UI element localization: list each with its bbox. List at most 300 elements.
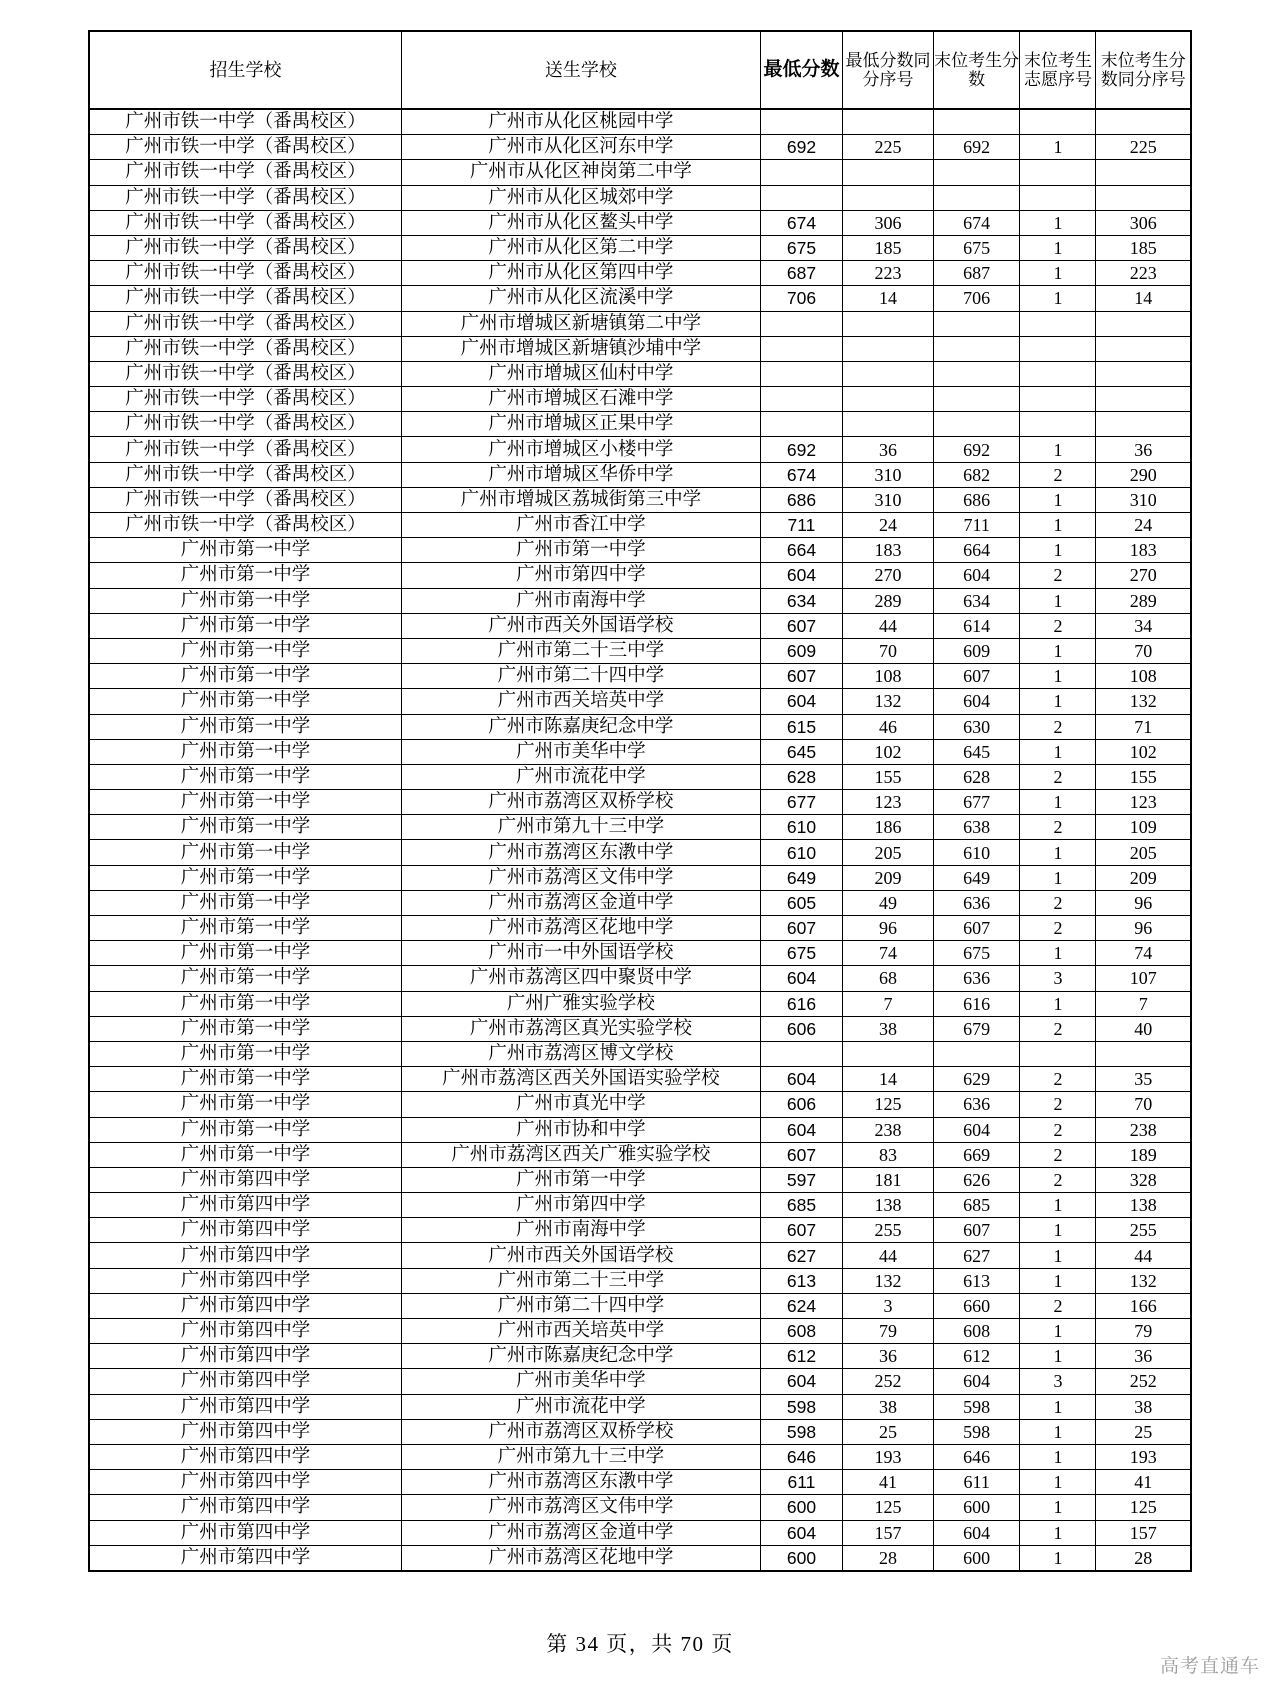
cell-last-student-score-rank: 38	[1096, 1394, 1191, 1419]
cell-last-student-score: 598	[933, 1419, 1020, 1444]
cell-last-student-score: 604	[933, 563, 1020, 588]
cell-sending-school: 广州市荔湾区东漖中学	[401, 1470, 760, 1495]
cell-min-score: 634	[760, 588, 842, 613]
cell-min-score: 706	[760, 286, 842, 311]
table-row	[89, 1419, 1191, 1444]
cell-last-student-score-rank: 108	[1096, 664, 1191, 689]
cell-min-score-rank: 96	[843, 916, 934, 941]
cell-min-score	[760, 412, 842, 437]
cell-receiving-school: 广州市铁一中学（番禺校区）	[89, 135, 401, 160]
admission-score-table	[88, 30, 1192, 1572]
cell-min-score: 615	[760, 714, 842, 739]
cell-sending-school: 广州市荔湾区西关广雅实验学校	[401, 1142, 760, 1167]
cell-min-score: 607	[760, 1142, 842, 1167]
cell-last-student-wish-rank: 1	[1020, 664, 1096, 689]
cell-min-score-rank: 193	[843, 1444, 934, 1469]
cell-last-student-score-rank: 28	[1096, 1545, 1191, 1571]
cell-sending-school: 广州市陈嘉庚纪念中学	[401, 1344, 760, 1369]
cell-sending-school: 广州市西关培英中学	[401, 689, 760, 714]
cell-last-student-score-rank: 74	[1096, 941, 1191, 966]
cell-last-student-wish-rank: 2	[1020, 462, 1096, 487]
cell-min-score: 607	[760, 664, 842, 689]
cell-last-student-score-rank: 290	[1096, 462, 1191, 487]
cell-last-student-wish-rank: 2	[1020, 764, 1096, 789]
cell-last-student-score-rank: 310	[1096, 487, 1191, 512]
cell-min-score: 674	[760, 462, 842, 487]
cell-receiving-school: 广州市第一中学	[89, 916, 401, 941]
cell-last-student-wish-rank: 1	[1020, 1545, 1096, 1571]
cell-min-score-rank: 123	[843, 790, 934, 815]
cell-last-student-score	[933, 412, 1020, 437]
cell-sending-school: 广州市荔湾区真光实验学校	[401, 1016, 760, 1041]
table-row	[89, 1444, 1191, 1469]
cell-last-student-score: 612	[933, 1344, 1020, 1369]
table-row	[89, 387, 1191, 412]
table-row	[89, 588, 1191, 613]
cell-min-score: 606	[760, 1016, 842, 1041]
cell-last-student-score: 608	[933, 1319, 1020, 1344]
cell-last-student-score	[933, 361, 1020, 386]
cell-last-student-score-rank: 306	[1096, 210, 1191, 235]
cell-receiving-school: 广州市第一中学	[89, 563, 401, 588]
cell-receiving-school: 广州市第四中学	[89, 1520, 401, 1545]
cell-last-student-score: 646	[933, 1444, 1020, 1469]
cell-last-student-score: 675	[933, 941, 1020, 966]
cell-min-score: 711	[760, 513, 842, 538]
cell-min-score: 616	[760, 991, 842, 1016]
cell-last-student-score: 607	[933, 664, 1020, 689]
cell-min-score: 628	[760, 764, 842, 789]
cell-min-score: 675	[760, 235, 842, 260]
cell-last-student-wish-rank: 1	[1020, 689, 1096, 714]
cell-receiving-school: 广州市第四中学	[89, 1243, 401, 1268]
cell-min-score: 604	[760, 563, 842, 588]
cell-min-score	[760, 361, 842, 386]
cell-min-score	[760, 387, 842, 412]
cell-last-student-score-rank: 35	[1096, 1067, 1191, 1092]
cell-last-student-score-rank: 107	[1096, 966, 1191, 991]
cell-sending-school: 广州市增城区新塘镇沙埔中学	[401, 336, 760, 361]
cell-receiving-school: 广州市第一中学	[89, 689, 401, 714]
cell-min-score-rank	[843, 412, 934, 437]
cell-sending-school: 广州市第九十三中学	[401, 1444, 760, 1469]
cell-receiving-school: 广州市第一中学	[89, 613, 401, 638]
cell-receiving-school: 广州市第四中学	[89, 1293, 401, 1318]
cell-min-score-rank	[843, 336, 934, 361]
table-row	[89, 437, 1191, 462]
cell-last-student-score-rank: 102	[1096, 739, 1191, 764]
cell-min-score: 627	[760, 1243, 842, 1268]
cell-last-student-score-rank: 41	[1096, 1470, 1191, 1495]
cell-last-student-score-rank	[1096, 109, 1191, 135]
table-row	[89, 1268, 1191, 1293]
cell-min-score-rank	[843, 361, 934, 386]
cell-sending-school: 广州市第四中学	[401, 1193, 760, 1218]
cell-receiving-school: 广州市第一中学	[89, 538, 401, 563]
cell-last-student-score-rank: 225	[1096, 135, 1191, 160]
cell-last-student-wish-rank: 3	[1020, 1369, 1096, 1394]
cell-sending-school: 广州市增城区小楼中学	[401, 437, 760, 462]
table-row	[89, 1545, 1191, 1571]
cell-receiving-school: 广州市第一中学	[89, 714, 401, 739]
cell-min-score-rank: 70	[843, 638, 934, 663]
cell-sending-school: 广州市荔湾区四中聚贤中学	[401, 966, 760, 991]
cell-min-score-rank	[843, 387, 934, 412]
cell-sending-school: 广州市第一中学	[401, 538, 760, 563]
cell-min-score-rank: 46	[843, 714, 934, 739]
cell-receiving-school: 广州市第四中学	[89, 1545, 401, 1571]
cell-last-student-score-rank: 132	[1096, 1268, 1191, 1293]
cell-last-student-score: 682	[933, 462, 1020, 487]
cell-min-score: 598	[760, 1419, 842, 1444]
cell-sending-school: 广州市荔湾区西关外国语实验学校	[401, 1067, 760, 1092]
cell-receiving-school: 广州市第四中学	[89, 1394, 401, 1419]
cell-sending-school: 广州市增城区华侨中学	[401, 462, 760, 487]
cell-receiving-school: 广州市第四中学	[89, 1167, 401, 1192]
cell-last-student-wish-rank: 1	[1020, 941, 1096, 966]
cell-last-student-score-rank	[1096, 336, 1191, 361]
cell-last-student-score-rank	[1096, 412, 1191, 437]
cell-min-score-rank: 49	[843, 890, 934, 915]
cell-min-score	[760, 160, 842, 185]
cell-receiving-school: 广州市第四中学	[89, 1268, 401, 1293]
cell-last-student-wish-rank: 2	[1020, 613, 1096, 638]
cell-last-student-score	[933, 109, 1020, 135]
cell-last-student-wish-rank	[1020, 109, 1096, 135]
cell-min-score: 607	[760, 916, 842, 941]
cell-receiving-school: 广州市铁一中学（番禺校区）	[89, 513, 401, 538]
cell-last-student-wish-rank	[1020, 336, 1096, 361]
cell-last-student-score-rank: 44	[1096, 1243, 1191, 1268]
cell-min-score-rank: 44	[843, 613, 934, 638]
cell-receiving-school: 广州市铁一中学（番禺校区）	[89, 487, 401, 512]
cell-min-score: 609	[760, 638, 842, 663]
cell-min-score: 687	[760, 261, 842, 286]
cell-last-student-score: 692	[933, 135, 1020, 160]
cell-last-student-wish-rank: 3	[1020, 966, 1096, 991]
table-row	[89, 462, 1191, 487]
cell-last-student-wish-rank: 2	[1020, 1067, 1096, 1092]
cell-receiving-school: 广州市第四中学	[89, 1193, 401, 1218]
cell-last-student-wish-rank: 1	[1020, 865, 1096, 890]
table-row	[89, 1243, 1191, 1268]
cell-receiving-school: 广州市铁一中学（番禺校区）	[89, 160, 401, 185]
table-row	[89, 1218, 1191, 1243]
cell-min-score-rank: 310	[843, 487, 934, 512]
cell-last-student-score: 675	[933, 235, 1020, 260]
table-row	[89, 739, 1191, 764]
cell-last-student-score	[933, 387, 1020, 412]
cell-min-score-rank: 44	[843, 1243, 934, 1268]
cell-last-student-score-rank: 189	[1096, 1142, 1191, 1167]
header-row	[89, 31, 1191, 109]
cell-min-score: 604	[760, 689, 842, 714]
cell-receiving-school: 广州市第四中学	[89, 1419, 401, 1444]
cell-sending-school: 广州市荔湾区金道中学	[401, 890, 760, 915]
cell-sending-school: 广州市真光中学	[401, 1092, 760, 1117]
cell-last-student-score-rank: 185	[1096, 235, 1191, 260]
cell-last-student-score-rank: 36	[1096, 1344, 1191, 1369]
cell-last-student-score: 679	[933, 1016, 1020, 1041]
cell-last-student-score	[933, 311, 1020, 336]
cell-last-student-wish-rank: 1	[1020, 513, 1096, 538]
cell-receiving-school: 广州市第四中学	[89, 1344, 401, 1369]
cell-last-student-score-rank: 166	[1096, 1293, 1191, 1318]
cell-min-score-rank: 306	[843, 210, 934, 235]
cell-last-student-score-rank	[1096, 1041, 1191, 1066]
table-row	[89, 1394, 1191, 1419]
cell-min-score-rank: 238	[843, 1117, 934, 1142]
cell-receiving-school: 广州市第四中学	[89, 1495, 401, 1520]
cell-min-score: 610	[760, 840, 842, 865]
cell-last-student-score: 604	[933, 1369, 1020, 1394]
cell-min-score: 624	[760, 1293, 842, 1318]
cell-last-student-score: 706	[933, 286, 1020, 311]
cell-receiving-school: 广州市第一中学	[89, 1041, 401, 1066]
cell-last-student-score-rank	[1096, 311, 1191, 336]
cell-last-student-score: 607	[933, 1218, 1020, 1243]
cell-last-student-wish-rank: 1	[1020, 1218, 1096, 1243]
cell-receiving-school: 广州市铁一中学（番禺校区）	[89, 412, 401, 437]
cell-receiving-school: 广州市铁一中学（番禺校区）	[89, 336, 401, 361]
cell-last-student-score-rank: 183	[1096, 538, 1191, 563]
cell-min-score	[760, 185, 842, 210]
cell-receiving-school: 广州市铁一中学（番禺校区）	[89, 387, 401, 412]
cell-sending-school: 广州市荔湾区文伟中学	[401, 1495, 760, 1520]
cell-sending-school: 广州市从化区城郊中学	[401, 185, 760, 210]
cell-min-score-rank: 3	[843, 1293, 934, 1318]
cell-sending-school: 广州市第二十三中学	[401, 1268, 760, 1293]
cell-last-student-score: 674	[933, 210, 1020, 235]
cell-min-score-rank: 252	[843, 1369, 934, 1394]
cell-last-student-score-rank	[1096, 160, 1191, 185]
cell-last-student-score-rank	[1096, 361, 1191, 386]
cell-last-student-score-rank: 123	[1096, 790, 1191, 815]
cell-min-score: 597	[760, 1167, 842, 1192]
cell-last-student-wish-rank: 2	[1020, 1117, 1096, 1142]
cell-receiving-school: 广州市第一中学	[89, 991, 401, 1016]
table-body	[89, 109, 1191, 1571]
cell-last-student-wish-rank: 1	[1020, 790, 1096, 815]
cell-last-student-score: 611	[933, 1470, 1020, 1495]
cell-receiving-school: 广州市第一中学	[89, 865, 401, 890]
cell-min-score-rank: 14	[843, 1067, 934, 1092]
cell-last-student-score	[933, 185, 1020, 210]
cell-last-student-wish-rank: 1	[1020, 261, 1096, 286]
cell-min-score: 611	[760, 1470, 842, 1495]
cell-sending-school: 广州市荔湾区双桥学校	[401, 1419, 760, 1444]
cell-min-score-rank: 125	[843, 1092, 934, 1117]
cell-last-student-score: 686	[933, 487, 1020, 512]
cell-last-student-score: 614	[933, 613, 1020, 638]
table-row	[89, 235, 1191, 260]
cell-min-score-rank: 108	[843, 664, 934, 689]
watermark-label: 高考直通车	[1159, 1656, 1260, 1677]
cell-min-score: 598	[760, 1394, 842, 1419]
cell-last-student-wish-rank: 1	[1020, 1520, 1096, 1545]
cell-last-student-score: 687	[933, 261, 1020, 286]
cell-receiving-school: 广州市铁一中学（番禺校区）	[89, 109, 401, 135]
cell-last-student-score-rank: 79	[1096, 1319, 1191, 1344]
cell-min-score: 604	[760, 1117, 842, 1142]
cell-last-student-score-rank	[1096, 185, 1191, 210]
cell-sending-school: 广州市协和中学	[401, 1117, 760, 1142]
cell-min-score-rank: 289	[843, 588, 934, 613]
cell-last-student-score: 636	[933, 890, 1020, 915]
cell-last-student-score-rank: 96	[1096, 916, 1191, 941]
table-row	[89, 487, 1191, 512]
cell-last-student-wish-rank	[1020, 1041, 1096, 1066]
table-row	[89, 815, 1191, 840]
cell-min-score-rank	[843, 160, 934, 185]
cell-last-student-wish-rank	[1020, 361, 1096, 386]
cell-min-score-rank: 155	[843, 764, 934, 789]
header-receiving-school: 招生学校	[89, 31, 401, 109]
cell-last-student-score-rank: 40	[1096, 1016, 1191, 1041]
cell-receiving-school: 广州市第一中学	[89, 764, 401, 789]
cell-last-student-score-rank	[1096, 387, 1191, 412]
cell-last-student-score-rank: 70	[1096, 1092, 1191, 1117]
cell-last-student-score-rank: 289	[1096, 588, 1191, 613]
table-row	[89, 1495, 1191, 1520]
header-sending-school: 送生学校	[401, 31, 760, 109]
cell-last-student-score-rank: 205	[1096, 840, 1191, 865]
cell-min-score: 692	[760, 437, 842, 462]
cell-min-score	[760, 1041, 842, 1066]
table-row	[89, 638, 1191, 663]
table-row	[89, 135, 1191, 160]
table-row	[89, 210, 1191, 235]
cell-min-score-rank: 132	[843, 689, 934, 714]
cell-receiving-school: 广州市第四中学	[89, 1369, 401, 1394]
cell-last-student-wish-rank: 2	[1020, 916, 1096, 941]
cell-min-score-rank: 79	[843, 1319, 934, 1344]
cell-last-student-score: 645	[933, 739, 1020, 764]
cell-min-score-rank: 68	[843, 966, 934, 991]
cell-min-score-rank: 14	[843, 286, 934, 311]
table-row	[89, 1016, 1191, 1041]
cell-receiving-school: 广州市第一中学	[89, 664, 401, 689]
cell-min-score-rank: 24	[843, 513, 934, 538]
cell-min-score-rank	[843, 109, 934, 135]
cell-last-student-wish-rank: 1	[1020, 1344, 1096, 1369]
table-row	[89, 1344, 1191, 1369]
cell-last-student-score-rank: 270	[1096, 563, 1191, 588]
cell-min-score-rank: 255	[843, 1218, 934, 1243]
cell-last-student-wish-rank: 1	[1020, 210, 1096, 235]
cell-sending-school: 广州市从化区第二中学	[401, 235, 760, 260]
cell-min-score: 608	[760, 1319, 842, 1344]
cell-receiving-school: 广州市铁一中学（番禺校区）	[89, 235, 401, 260]
cell-min-score: 613	[760, 1268, 842, 1293]
cell-last-student-score-rank: 71	[1096, 714, 1191, 739]
cell-min-score-rank: 225	[843, 135, 934, 160]
cell-last-student-score: 613	[933, 1268, 1020, 1293]
cell-min-score-rank: 102	[843, 739, 934, 764]
cell-sending-school: 广州市增城区正果中学	[401, 412, 760, 437]
cell-min-score-rank: 36	[843, 437, 934, 462]
cell-min-score	[760, 311, 842, 336]
cell-last-student-wish-rank	[1020, 185, 1096, 210]
cell-min-score-rank: 74	[843, 941, 934, 966]
cell-last-student-wish-rank: 1	[1020, 1243, 1096, 1268]
cell-last-student-score: 638	[933, 815, 1020, 840]
cell-min-score-rank: 205	[843, 840, 934, 865]
cell-last-student-wish-rank: 2	[1020, 563, 1096, 588]
cell-min-score-rank: 157	[843, 1520, 934, 1545]
cell-sending-school: 广州市西关外国语学校	[401, 1243, 760, 1268]
cell-sending-school: 广州市香江中学	[401, 513, 760, 538]
cell-last-student-wish-rank: 1	[1020, 1470, 1096, 1495]
cell-last-student-wish-rank: 1	[1020, 1419, 1096, 1444]
cell-sending-school: 广州市第二十四中学	[401, 1293, 760, 1318]
cell-min-score	[760, 109, 842, 135]
cell-last-student-score: 636	[933, 1092, 1020, 1117]
table-row	[89, 109, 1191, 135]
cell-min-score: 607	[760, 1218, 842, 1243]
cell-last-student-wish-rank: 2	[1020, 1293, 1096, 1318]
cell-last-student-score-rank: 96	[1096, 890, 1191, 915]
cell-receiving-school: 广州市第一中学	[89, 638, 401, 663]
cell-last-student-score-rank: 14	[1096, 286, 1191, 311]
table-row	[89, 160, 1191, 185]
page-number-footer: 第 34 页，共 70 页	[546, 1632, 734, 1656]
cell-sending-school: 广州市增城区荔城街第三中学	[401, 487, 760, 512]
cell-receiving-school: 广州市铁一中学（番禺校区）	[89, 361, 401, 386]
cell-last-student-wish-rank: 2	[1020, 1016, 1096, 1041]
cell-min-score: 604	[760, 966, 842, 991]
cell-last-student-score: 629	[933, 1067, 1020, 1092]
cell-last-student-score-rank: 70	[1096, 638, 1191, 663]
cell-last-student-wish-rank	[1020, 412, 1096, 437]
cell-last-student-score: 634	[933, 588, 1020, 613]
cell-receiving-school: 广州市第一中学	[89, 1092, 401, 1117]
cell-receiving-school: 广州市第一中学	[89, 739, 401, 764]
table-row	[89, 1369, 1191, 1394]
cell-min-score-rank: 181	[843, 1167, 934, 1192]
cell-last-student-score-rank: 125	[1096, 1495, 1191, 1520]
cell-last-student-wish-rank: 1	[1020, 235, 1096, 260]
cell-last-student-score: 600	[933, 1545, 1020, 1571]
table-row	[89, 1319, 1191, 1344]
cell-receiving-school: 广州市第一中学	[89, 941, 401, 966]
cell-receiving-school: 广州市铁一中学（番禺校区）	[89, 311, 401, 336]
cell-min-score-rank: 132	[843, 1268, 934, 1293]
cell-sending-school: 广州市荔湾区博文学校	[401, 1041, 760, 1066]
cell-last-student-score	[933, 1041, 1020, 1066]
table-row	[89, 1520, 1191, 1545]
cell-min-score-rank: 186	[843, 815, 934, 840]
cell-min-score-rank	[843, 1041, 934, 1066]
cell-last-student-score: 607	[933, 916, 1020, 941]
cell-last-student-score: 600	[933, 1495, 1020, 1520]
cell-receiving-school: 广州市铁一中学（番禺校区）	[89, 185, 401, 210]
table-row	[89, 311, 1191, 336]
cell-receiving-school: 广州市铁一中学（番禺校区）	[89, 462, 401, 487]
cell-min-score-rank: 183	[843, 538, 934, 563]
cell-min-score-rank: 7	[843, 991, 934, 1016]
cell-sending-school: 广州市增城区石滩中学	[401, 387, 760, 412]
cell-last-student-score-rank: 7	[1096, 991, 1191, 1016]
cell-receiving-school: 广州市第一中学	[89, 890, 401, 915]
cell-min-score-rank: 28	[843, 1545, 934, 1571]
cell-sending-school: 广州市陈嘉庚纪念中学	[401, 714, 760, 739]
cell-receiving-school: 广州市第一中学	[89, 840, 401, 865]
cell-sending-school: 广州市第一中学	[401, 1167, 760, 1192]
table-row	[89, 1167, 1191, 1192]
cell-last-student-score-rank: 34	[1096, 613, 1191, 638]
cell-receiving-school: 广州市铁一中学（番禺校区）	[89, 286, 401, 311]
